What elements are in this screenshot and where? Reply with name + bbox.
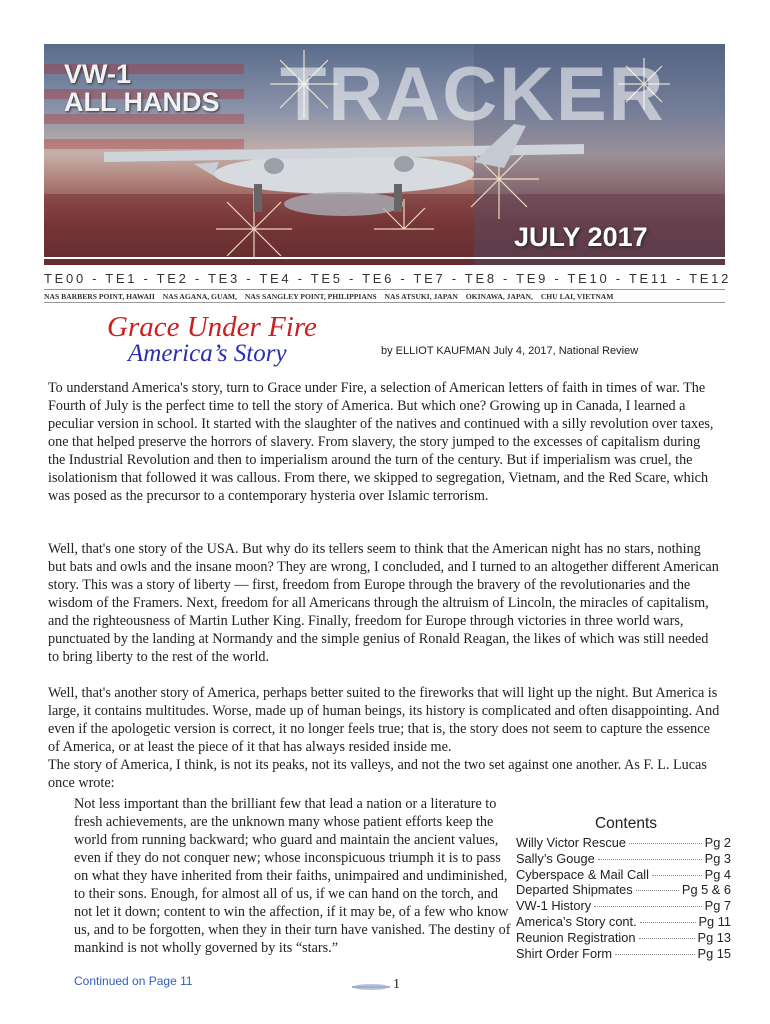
- toc-page: Pg 11: [698, 913, 731, 929]
- toc-leader: [639, 938, 695, 939]
- toc-label: Shirt Order Form: [516, 945, 612, 961]
- toc-item[interactable]: [516, 867, 731, 883]
- contents-title: Contents: [594, 815, 658, 832]
- article-quote: Not less important than the brilliant few that lead a nation or a literature to fresh achievements, are the unknown many whose patient efforts keep the world from running backward; who guard and maintain the ancient values, even if they do not conquer new; whose inconspicuous triumph it is to pass on what they have inherited from their faiths, unimpaired and undiminished, to their sons. Enough, for almost all of us, if we can hand on the torch, and not let it down; content to win the affection, if it may be, of a few who know us, and to be forgotten, when they in their turn have vanished. The destiny of mankind is not wholly governed by its “stars.”: [74, 796, 511, 956]
- toc-item[interactable]: [516, 882, 731, 898]
- toc-page: Pg 13: [697, 929, 731, 945]
- toc-item[interactable]: [516, 946, 731, 962]
- toc-leader: [598, 859, 702, 860]
- banner-title-line1: VW-1: [64, 59, 131, 89]
- toc-item[interactable]: [516, 898, 731, 914]
- issue-date: JULY 2017: [514, 222, 648, 252]
- footer-plane-icon: [350, 981, 392, 993]
- toc-leader: [629, 843, 702, 844]
- toc-label: Departed Shipmates: [516, 882, 633, 898]
- toc-leader: [640, 922, 696, 923]
- article-byline: by ELLIOT KAUFMAN July 4, 2017, National Review: [381, 345, 639, 357]
- page-number: 1: [393, 977, 400, 992]
- toc-page: Pg 4: [704, 866, 731, 882]
- article-headline: Grace Under Fire: [107, 311, 317, 343]
- toc-label: Reunion Registration: [516, 929, 636, 945]
- toc-item[interactable]: [516, 914, 731, 930]
- toc-page: Pg 2: [704, 835, 731, 850]
- toc-leader: [652, 875, 702, 876]
- banner-divider: [44, 257, 725, 259]
- station-item: NAS AGANA, GUAM,: [162, 292, 238, 301]
- article-paragraph: The story of America, I think, is not its peaks, not its valleys, and not the two set against one another. As F. L. Lucas once wrote:: [48, 757, 707, 791]
- toc-leader: [636, 890, 679, 891]
- station-item: NAS ATSUKI, JAPAN: [384, 292, 458, 301]
- station-item: CHU LAI, VIETNAM: [540, 292, 614, 301]
- table-of-contents: [516, 815, 731, 961]
- station-item: OKINAWA, JAPAN,: [465, 292, 533, 301]
- article-paragraph: Well, that's one story of the USA. But why do its tellers seem to think that the American night has no stars, nothing but bats and owls and the insane moon? They are wrong, I concluded, and I turned to an altogether different American story. This was a story of liberty — first, freedom from Europe through the bravery of the revolutionaries and the wisdom of the Framers. Next, freedom for all Americans through the altruism of Lincoln, the miracles of capitalism, and the righteousness of Martin Luther King. Finally, freedom for Europe through victories in three world wars, punctuated by the landing at Normandy and the simple genius of Ronald Reagan, the likes of which was still needed to bring liberty to the rest of the world.: [48, 541, 719, 665]
- toc-label: Sally’s Gouge: [516, 850, 595, 866]
- toc-item[interactable]: [516, 835, 731, 851]
- article-paragraph: Well, that's another story of America, perhaps better suited to the fireworks that will light up the night. But America is large, it contains multitudes. Worse, made up of human beings, its history is complicated and often disappointing. And even if the apologetic version is correct, it no longer feels true; that is, the story does not seem to capture the essence of America, or at least the piece of it that has always resided inside me.: [48, 685, 720, 755]
- units-line: TE00 - TE1 - TE2 - TE3 - TE4 - TE5 - TE6 - TE7 - TE8 - TE9 - TE10 - TE11 - TE12: [44, 271, 732, 286]
- station-item: NAS BARBERS POINT, HAWAII: [44, 292, 155, 301]
- stations-divider: [44, 302, 725, 303]
- masthead-banner: [44, 44, 725, 265]
- masthead-title: TRACKER: [280, 52, 666, 137]
- toc-item[interactable]: [516, 930, 731, 946]
- toc-page: Pg 3: [704, 850, 731, 866]
- toc-label: VW-1 History: [516, 898, 592, 914]
- continued-link[interactable]: Continued on Page 11: [74, 974, 193, 988]
- article-paragraph: To understand America's story, turn to Grace under Fire, a selection of American letters of faith in times of war. The Fourth of July is the perfect time to tell the story of America. But which one? Growing up in Canada, I learned a peculiar version in school. It started with the slaughter of the natives and continued with a silly revolution over taxes, one that helped preserve the horrors of slavery. From slavery, the story jumped to the excesses of capitalism during the Industrial Revolution and then to imperialism around the turn of the century. But if imperialism was cruel, the isolationism that followed it was callous. From there, we skipped to segregation, Vietnam, and the Red Scare, which was posed as the precursor to a contemporary hysteria over Islamic terrorism.: [48, 380, 714, 504]
- toc-label: Cyberspace & Mail Call: [516, 866, 649, 882]
- toc-leader: [594, 906, 702, 907]
- toc-item[interactable]: [516, 851, 731, 867]
- toc-label: Willy Victor Rescue: [516, 835, 626, 850]
- toc-leader: [615, 954, 695, 955]
- toc-page: Pg 5 & 6: [681, 882, 731, 898]
- toc-page: Pg 7: [704, 898, 731, 914]
- stations-line: [44, 292, 725, 301]
- toc-label: America’s Story cont.: [516, 913, 637, 929]
- units-divider: [44, 289, 725, 290]
- article-subhead: America’s Story: [128, 340, 287, 367]
- toc-page: Pg 15: [697, 945, 731, 961]
- banner-title-line2: ALL HANDS: [64, 87, 220, 117]
- station-item: NAS SANGLEY POINT, PHILIPPIANS: [244, 292, 377, 301]
